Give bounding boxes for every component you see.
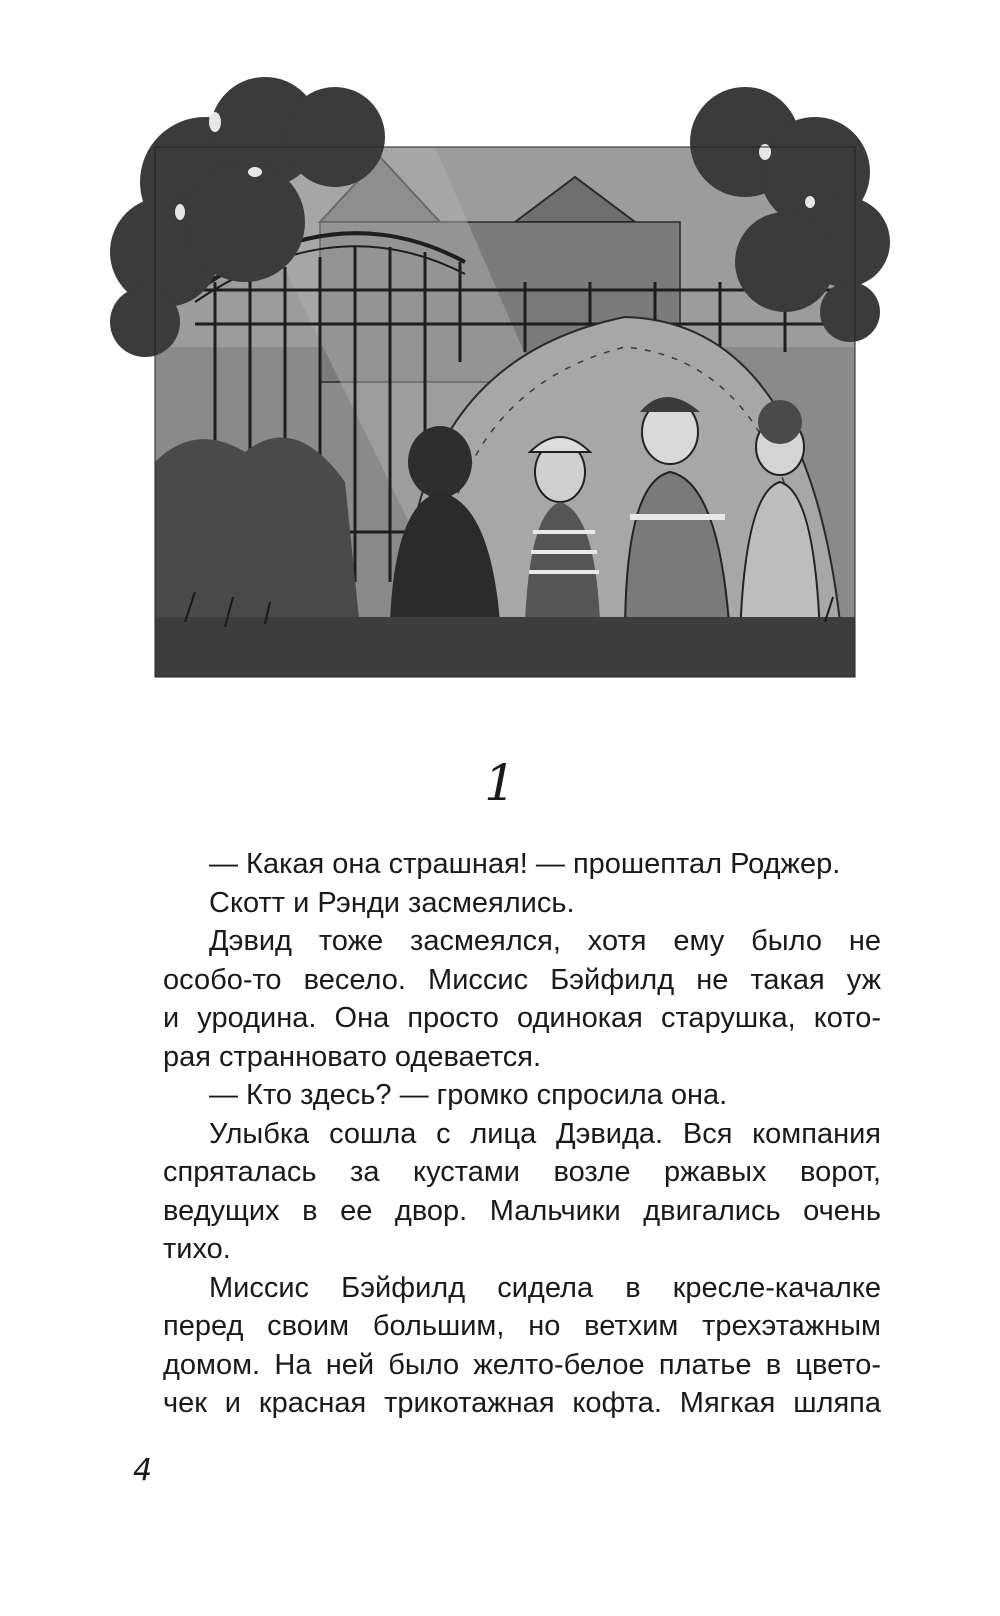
paragraph — [163, 845, 881, 884]
chapter-number: 1 — [484, 754, 516, 812]
text-line: Улыбка сошла с лица Дэвида. Вся компания — [209, 1117, 881, 1150]
text-line: спряталась за кустами возле ржавых ворот, — [163, 1156, 881, 1188]
text-line: — Кто здесь? — громко спросила она. — [209, 1079, 728, 1111]
paragraph — [163, 1269, 881, 1423]
chapter-illustration — [105, 62, 895, 707]
text-line: ведущих в ее двор. Мальчики двигались очень — [163, 1194, 881, 1227]
page-number: 4 — [133, 1453, 153, 1488]
text-line: — Какая она страшная! — прошептал Роджер. — [209, 848, 841, 880]
text-line: тихо. — [163, 1233, 231, 1265]
paragraph — [163, 922, 881, 1076]
text-line: Миссис Бэйфилд сидела в кресле-качалке — [209, 1271, 881, 1304]
paragraph — [163, 1115, 881, 1269]
text-line: и уродина. Она просто одинокая старушка, кото- — [163, 1002, 881, 1034]
text-line: Скотт и Рэнди засмеялись. — [209, 886, 575, 919]
body-text — [163, 845, 881, 1423]
paragraph — [163, 884, 881, 923]
text-line: особо-то весело. Миссис Бэйфилд не такая уж — [163, 963, 881, 996]
paragraph — [163, 1076, 881, 1115]
text-line: чек и красная трикотажная кофта. Мягкая шляпа — [163, 1387, 881, 1419]
text-line: рая странновато одевается. — [163, 1040, 542, 1073]
text-line: перед своим большим, но ветхим трехэтажным — [163, 1310, 881, 1342]
text-line: домом. На ней было желто-белое платье в цвето- — [163, 1348, 881, 1381]
text-line: Дэвид тоже засмеялся, хотя ему было не — [209, 925, 881, 957]
